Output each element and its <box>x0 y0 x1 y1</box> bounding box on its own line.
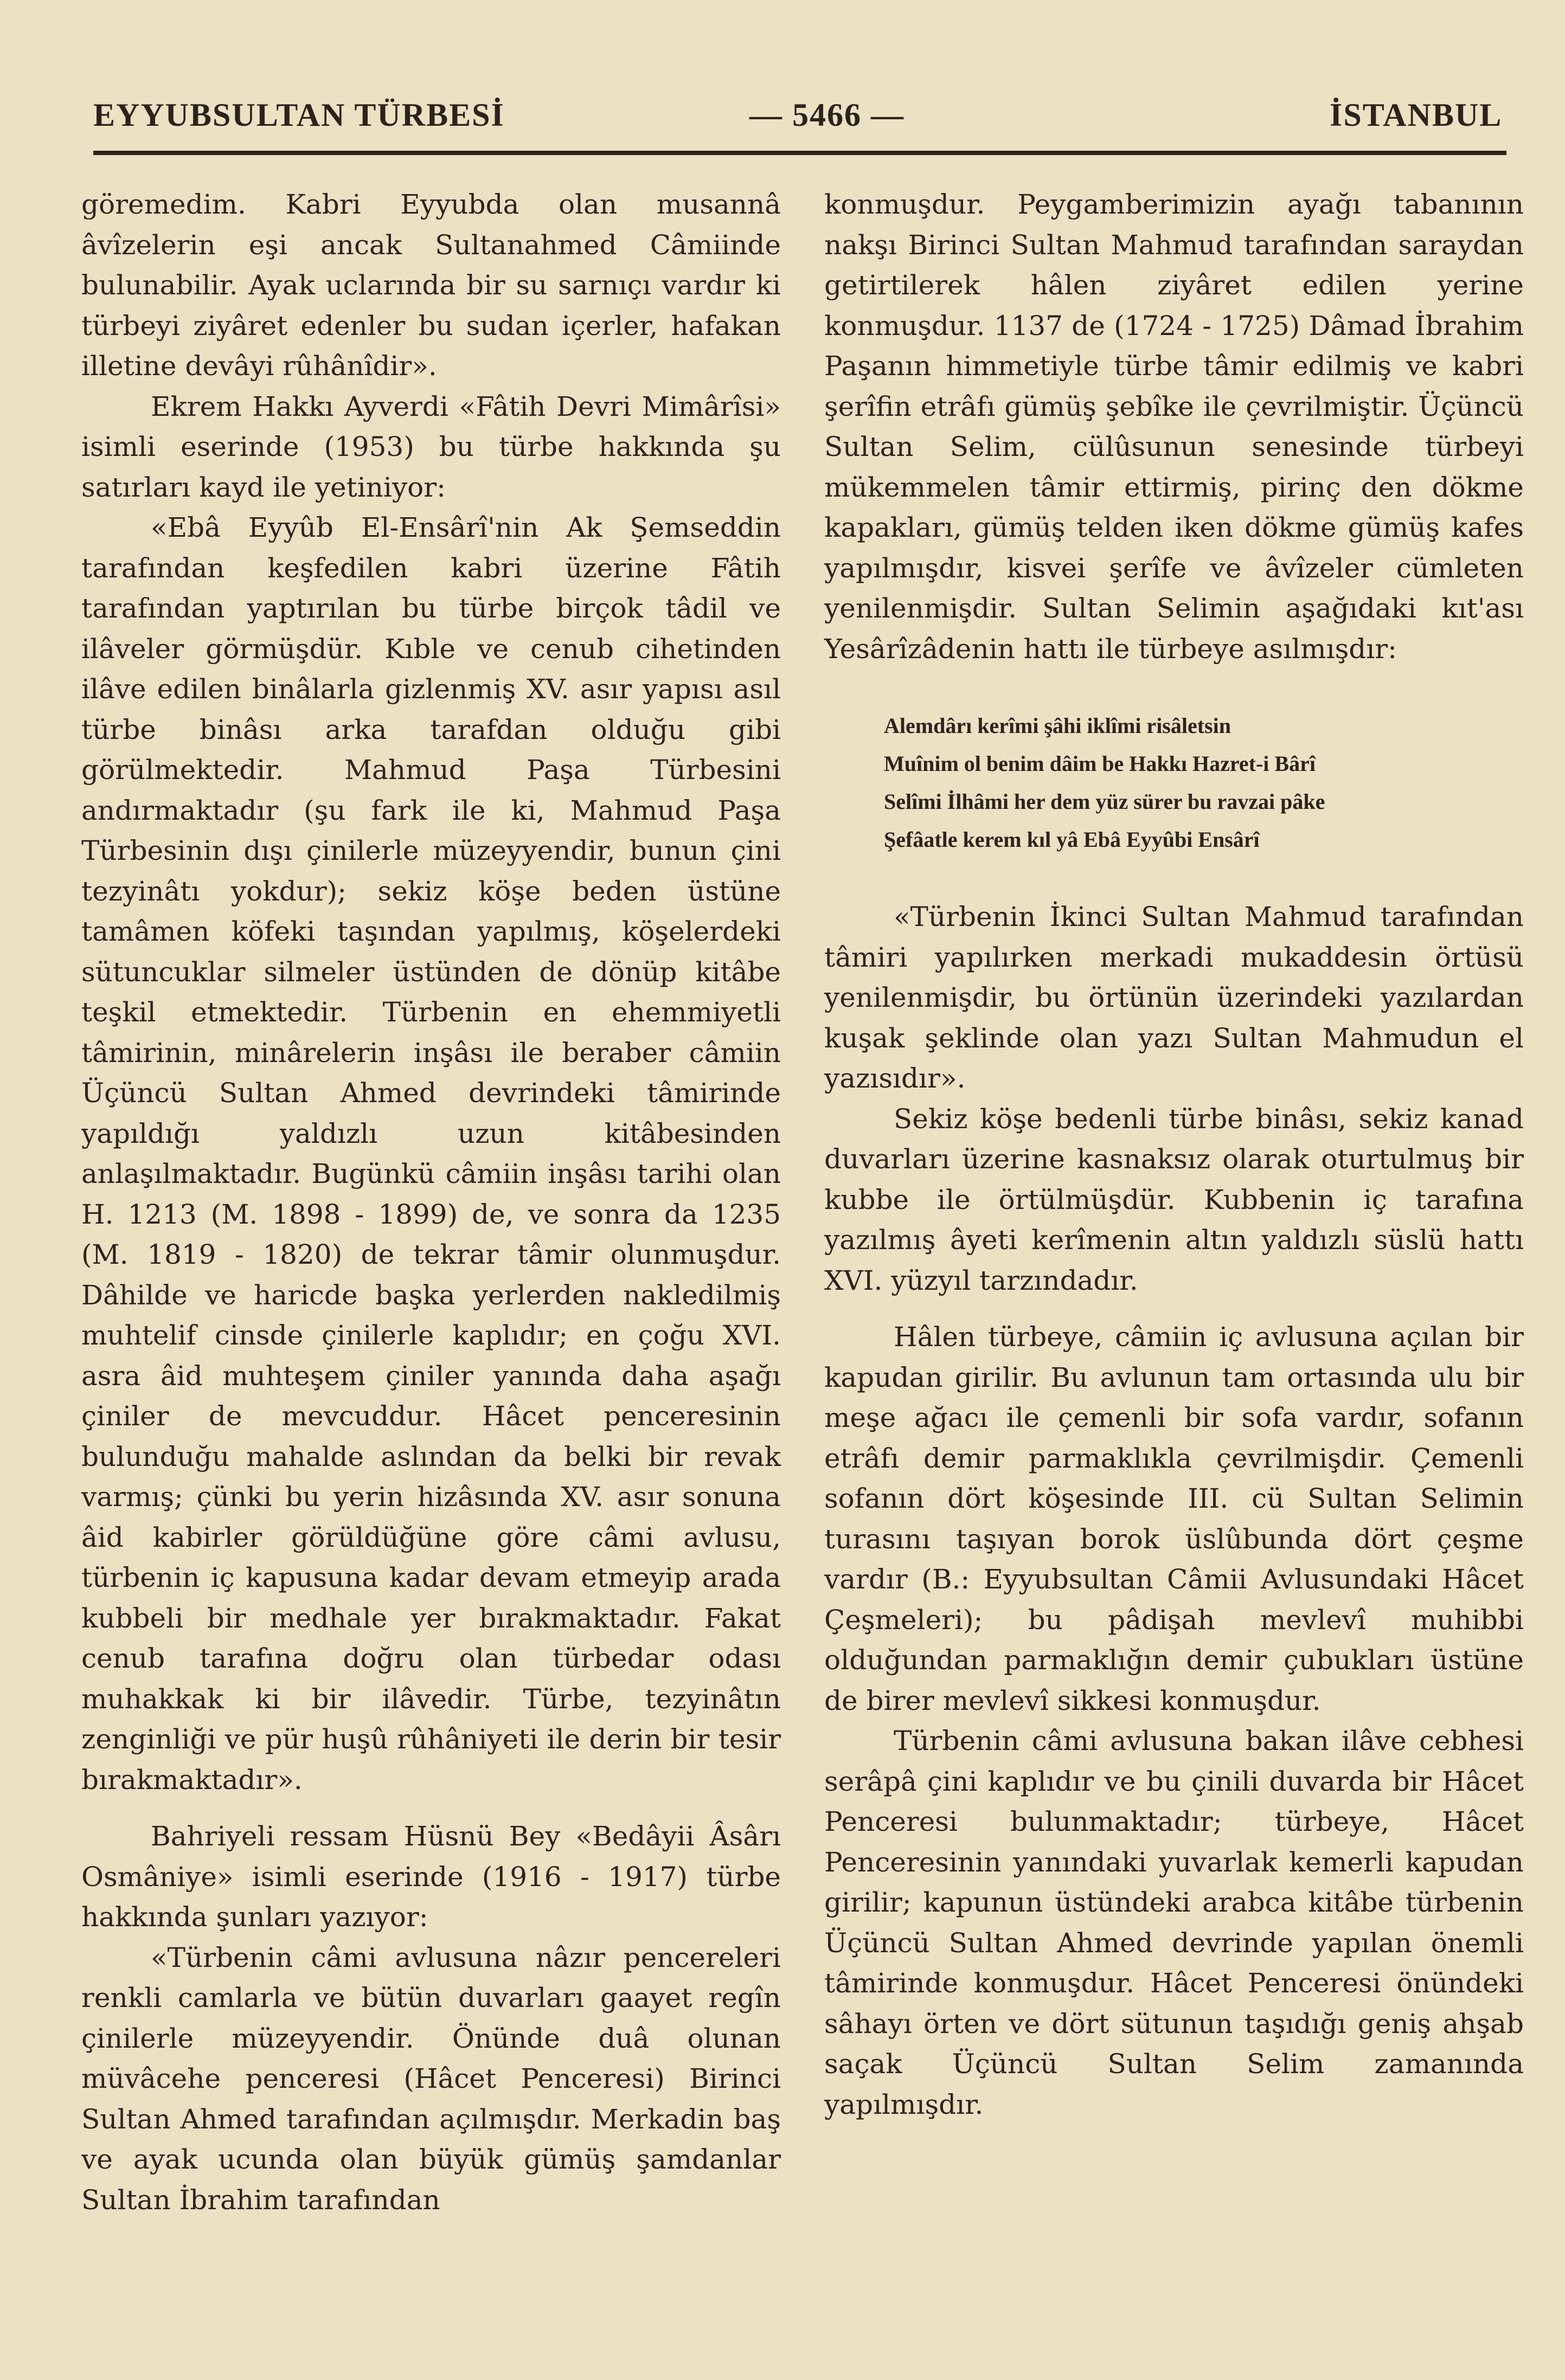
poem-line: Şefâatle kerem kıl yâ Ebâ Eyyûbi Ensârî <box>884 827 1260 852</box>
paragraph: Türbenin câmi avlusuna bakan ilâve cebhesi serâpâ çini kaplıdır ve bu çinili duvarda bir Hâcet Penceresi bulunmaktadır; türbeye, Hâcet Penceresinin yanındaki yuvarlak kemerli kapudan girilir; kapunun üstündeki arabca kitâbe türbenin Üçüncü Sultan Ahmed devrinde yapılan önemli tâmirinde konmuşdur. Hâcet Penceresi önündeki sâhayı örten ve dört sütunun taşıdığı geniş ahşab saçak Üçüncü Sultan Selim zamanında yapılmışdır. <box>824 1725 1524 2120</box>
poem-line: Muînim ol benim dâim be Hakkı Hazret-i Bârî <box>884 751 1316 776</box>
paragraph: göremedim. Kabri Eyyubda olan musannâ âvîzelerin eşi ancak Sultanahmed Câmiinde bulunabilir. Ayak uclarında bir su sarnıçı vardır ki türbeyi ziyâret edenler bu sudan içerler, hafakan illetine devâyi rûhânîdir». <box>81 189 781 382</box>
paragraph: Bahriyeli ressam Hüsnü Bey «Bedâyii Âsârı Osmâniye» isimli eserinde (1916 - 1917) türbe hakkında şunları yazıyor: <box>81 1821 781 1933</box>
paragraph: Sekiz köşe bedenli türbe binâsı, sekiz kanad duvarları üzerine kasnaksız olarak oturtulmuş bir kubbe ile örtülmüşdür. Kubbenin iç tarafına yazılmış âyeti kerîmenin altın yaldızlı süslü hattı XVI. yüzyıl tarzındadır. <box>824 1103 1524 1296</box>
poem-quatrain <box>884 707 1524 859</box>
paragraph: Hâlen türbeye, câmiin iç avlusuna açılan bir kapudan girilir. Bu avlunun tam ortasında ulu bir meşe ağacı ile çemenli bir sofa vardır, sofanın etrâfı demir parmaklıkla çevrilmişdir. Çemenli sofanın dört köşesinde III. cü Sultan Selimin turasını taşıyan borok üslûbunda dört çeşme vardır (B.: Eyyubsultan Câmii Avlusundaki Hâcet Çeşmeleri); bu pâdişah mevlevî muhibbi olduğundan parmaklığın demir çubukları üstüne de birer mevlevî sikkesi konmuşdur. <box>824 1321 1524 1716</box>
paragraph: konmuşdur. Peygamberimizin ayağı tabanının nakşı Birinci Sultan Mahmud tarafından saraydan getirtilerek hâlen ziyâret edilen yerine konmuşdur. 1137 de (1724 - 1725) Dâmad İbrahim Paşanın himmetiyle türbe tâmir edilmiş ve kabri şerîfin etrâfı gümüş şebîke ile çevrilmiştir. Üçüncü Sultan Selim, cülûsunun senesinde türbeyi mükemmelen tâmir ettirmiş, pirinç den dökme kapakları, gümüş telden iken dökme gümüş kafes yapılmışdır, kisvei şerîfe ve âvîzeler cümleten yenilenmişdir. Sultan Selimin aşağıdaki kıt'ası Yesârîzâdenin hattı ile türbeye asılmışdır: <box>824 189 1524 665</box>
paragraph: «Türbenin İkinci Sultan Mahmud tarafından tâmiri yapılırken merkadi mukaddesin örtüsü yenilenmişdir, bu örtünün üzerindeki yazılardan kuşak şeklinde olan yazı Sultan Mahmudun el yazısıdır». <box>824 901 1524 1094</box>
poem-line: Selîmi İlhâmi her dem yüz sürer bu ravzai pâke <box>884 789 1325 814</box>
left-column <box>81 184 781 2220</box>
page-number: — 5466 — <box>749 97 905 133</box>
right-column <box>824 184 1524 2125</box>
header-rule <box>93 151 1506 155</box>
paragraph: «Ebâ Eyyûb El-Ensârî'nin Ak Şemseddin tarafından keşfedilen kabri üzerine Fâtih tarafından yaptırılan bu türbe birçok tâdil ve ilâveler görmüşdür. Kıble ve cenub cihetinden ilâve edilen binâlarla gizlenmiş XV. asır yapısı asıl türbe binâsı arka tarafdan olduğu gibi görülmektedir. Mahmud Paşa Türbesini andırmaktadır (şu fark ile ki, Mahmud Paşa Türbesinin dışı çinilerle müzeyyendir, bunun çini tezyinâtı yokdur); sekiz köşe beden üstüne tamâmen köfeki taşından yapılmış, köşelerdeki sütuncuklar silmeler üstünden de dönüp kitâbe teşkil etmektedir. Türbenin en ehemmiyetli tâmirinin, minârelerin inşâsı ile beraber câmiin Üçüncü Sultan Ahmed devrindeki tâmirinde yapıldığı yaldızlı uzun kitâbesinden anlaşılmaktadır. Bugünkü câmiin inşâsı tarihi olan H. 1213 (M. 1898 - 1899) de, ve sonra da 1235 (M. 1819 - 1820) de tekrar tâmir olunmuşdur. Dâhilde ve haricde başka yerlerden nakledilmiş muhtelif cinsde çinilerle kaplıdır; en çoğu XVI. asra âid muhteşem çiniler yanında daha aşağı çiniler de mevcuddur. Hâcet penceresinin bulunduğu mahalde aslından da belki bir revak varmış; çünki bu yerin hizâsında XV. asır sonuna âid kabirler görüldüğüne göre câmi avlusu, türbenin iç kapusuna kadar devam etmeyip arada kubbeli bir medhale yer bırakmaktadır. Fakat cenub tarafına doğru olan türbedar odası muhakkak ki bir ilâvedir. Türbe, tezyinâtın zenginliği ve pür huşû rûhâniyeti ile derin bir tesir bırakmaktadır». <box>81 512 781 1796</box>
paragraph: Ekrem Hakkı Ayverdi «Fâtih Devri Mimârîsi» isimli eserinde (1953) bu türbe hakkında şu satırları kayd ile yetiniyor: <box>81 390 781 503</box>
running-title: EYYUBSULTAN TÜRBESİ <box>93 97 505 133</box>
poem-line: Alemdârı kerîmi şâhi iklîmi risâletsin <box>884 713 1231 738</box>
section-title: İSTANBUL <box>1330 97 1503 133</box>
paragraph: «Türbenin câmi avlusuna nâzır pencereleri renkli camlarla ve bütün duvarları gaayet regîn çinilerle müzeyyendir. Önünde duâ olunan müvâcehe penceresi (Hâcet Penceresi) Birinci Sultan Ahmed tarafından açılmışdır. Merkadin baş ve ayak ucunda olan büyük gümüş şamdanlar Sultan İbrahim tarafından <box>81 1941 781 2216</box>
